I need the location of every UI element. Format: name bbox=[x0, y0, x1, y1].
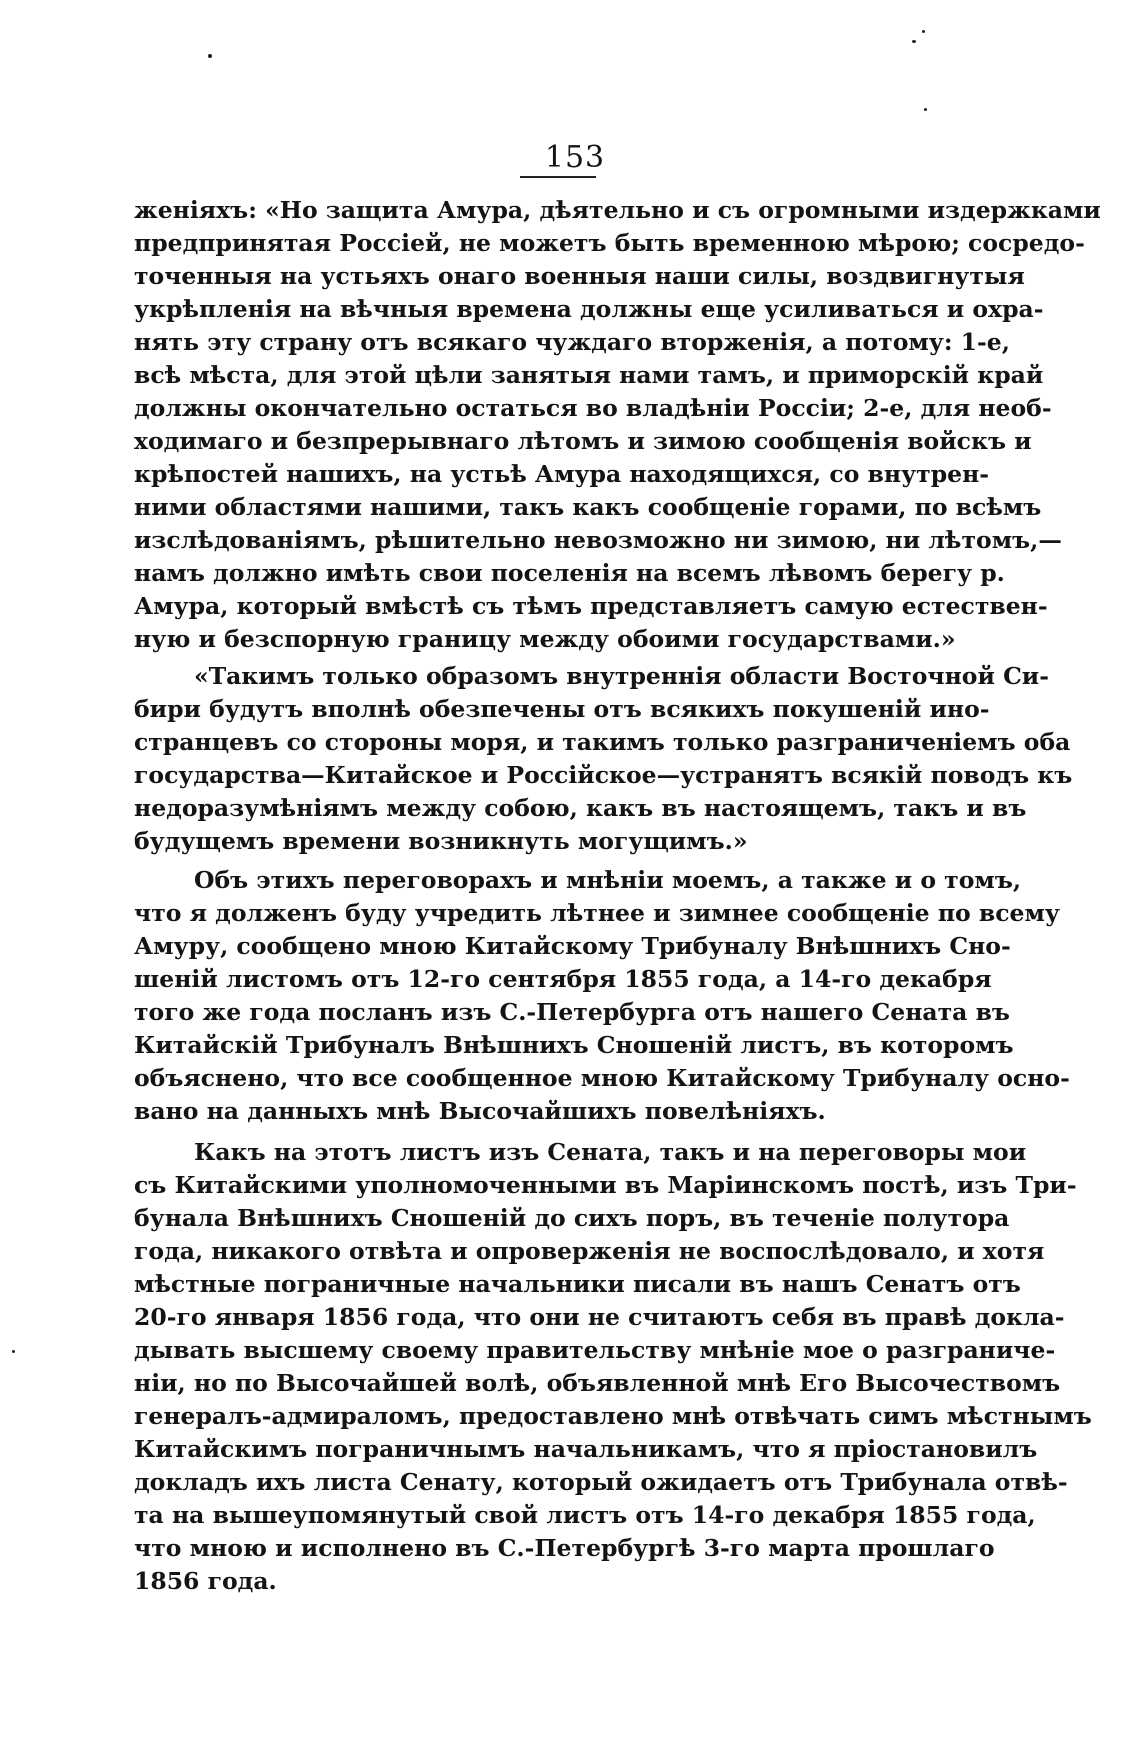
page-number: 153 bbox=[544, 140, 606, 175]
text-line: изслѣдованiямъ, рѣшительно невозможно ни зимою, ни лѣтомъ,— bbox=[134, 526, 1062, 554]
text-line: года, никакого отвѣта и опроверженiя не воспослѣдовало, и хотя bbox=[134, 1237, 1045, 1265]
text-line: что я долженъ буду учредить лѣтнее и зимнее сообщенiе по всему bbox=[134, 899, 1060, 927]
text-line: нять эту страну отъ всякаго чуждаго вторженiя, а потому: 1-е, bbox=[134, 328, 1010, 356]
text-line: дывать высшему своему правительству мнѣнiе мое о разграниче- bbox=[134, 1336, 1056, 1364]
text-line: бири будутъ вполнѣ обезпечены отъ всякихъ покушенiй ино- bbox=[134, 695, 990, 723]
text-line: крѣпостей нашихъ, на устьѣ Амура находящихся, со внутрен- bbox=[134, 460, 990, 488]
speck-left-margin bbox=[12, 1350, 15, 1353]
text-line: всѣ мѣста, для этой цѣли занятыя нами тамъ, и приморскiй край bbox=[134, 361, 1044, 389]
text-line: женiяхъ: «Но защита Амура, дѣятельно и съ огромными издержками bbox=[134, 196, 1101, 224]
text-line: ними областями нашими, такъ какъ сообщенiе горами, по всѣмъ bbox=[134, 493, 1042, 521]
body-text bbox=[134, 194, 1101, 1598]
text-line: генералъ-адмираломъ, предоставлено мнѣ отвѣчать симъ мѣстнымъ bbox=[134, 1402, 1092, 1430]
text-line: 20-го января 1856 года, что они не считаютъ себя въ правѣ доклa- bbox=[134, 1303, 1065, 1331]
text-line: предпринятая Россiей, не можетъ быть временною мѣрою; сосредо- bbox=[134, 229, 1085, 257]
text-line: Какъ на этотъ листъ изъ Сената, такъ и на переговоры мои bbox=[194, 1138, 1027, 1166]
text-line: Китайскимъ пограничнымъ начальникамъ, что я прiостановилъ bbox=[134, 1435, 1038, 1463]
text-line: странцевъ со стороны моря, и такимъ только разграниченiемъ оба bbox=[134, 728, 1071, 756]
text-line: объяснено, что все сообщенное мною Китайскому Трибуналу осно- bbox=[134, 1064, 1070, 1092]
text-line: Объ этихъ переговорахъ и мнѣнiи моемъ, а также и о томъ, bbox=[194, 866, 1022, 894]
page-number-rule bbox=[520, 176, 596, 178]
text-line: государства—Китайское и Россiйское—устранятъ всякiй поводъ къ bbox=[134, 761, 1073, 789]
text-line: та на вышеупомянутый свой листъ отъ 14-го декабря 1855 года, bbox=[134, 1501, 1036, 1529]
text-line: «Такимъ только образомъ внутреннiя области Восточной Си- bbox=[194, 662, 1049, 690]
text-line: ную и безспорную границу между обоими государствами.» bbox=[134, 625, 956, 653]
text-line: будущемъ времени возникнуть могущимъ.» bbox=[134, 827, 748, 855]
speck-top-right bbox=[912, 40, 916, 43]
text-line: ходимаго и безпрерывнаго лѣтомъ и зимою сообщенiя войскъ и bbox=[134, 427, 1032, 455]
speck-top-right-2 bbox=[922, 30, 925, 33]
text-line: что мною и исполнено въ С.-Петербургѣ 3-го марта прошлаго bbox=[134, 1534, 995, 1562]
text-line: съ Китайскими уполномоченными въ Марiинскомъ постѣ, изъ Три- bbox=[134, 1171, 1077, 1199]
text-line: бунала Внѣшнихъ Сношенiй до сихъ поръ, въ теченiе полутора bbox=[134, 1204, 1010, 1232]
text-line: шенiй листомъ отъ 12-го сентября 1855 года, а 14-го декабря bbox=[134, 965, 992, 993]
text-line: Амуру, сообщено мною Китайскому Трибуналу Внѣшнихъ Сно- bbox=[134, 932, 1011, 960]
text-line: того же года посланъ изъ С.-Петербурга отъ нашего Сената въ bbox=[134, 998, 1010, 1026]
text-line: должны окончательно остаться во владѣнiи Россiи; 2-е, для необ- bbox=[134, 394, 1052, 422]
text-line: вано на данныхъ мнѣ Высочайшихъ повелѣнiяхъ. bbox=[134, 1097, 826, 1125]
text-line: Китайскiй Трибуналъ Внѣшнихъ Сношенiй листъ, въ которомъ bbox=[134, 1031, 1014, 1059]
text-line: докладъ ихъ листа Сенату, который ожидаетъ отъ Трибунала отвѣ- bbox=[134, 1468, 1068, 1496]
text-line: нiи, но по Высочайшей волѣ, объявленной мнѣ Его Высочествомъ bbox=[134, 1369, 1061, 1397]
speck-right-1 bbox=[924, 108, 927, 111]
text-line: 1856 года. bbox=[134, 1567, 277, 1595]
speck-top-left bbox=[208, 54, 212, 58]
text-line: Амура, который вмѣстѣ съ тѣмъ представляетъ самую естествен- bbox=[134, 592, 1048, 620]
text-line: укрѣпленiя на вѣчныя времена должны еще усиливаться и охра- bbox=[134, 295, 1044, 323]
text-line: недоразумѣнiямъ между собою, какъ въ настоящемъ, такъ и въ bbox=[134, 794, 1027, 822]
text-line: намъ должно имѣть свои поселенiя на всемъ лѣвомъ берегу р. bbox=[134, 559, 1005, 587]
text-line: мѣстные пограничные начальники писали въ нашъ Сенатъ отъ bbox=[134, 1270, 1021, 1298]
text-line: точенныя на устьяхъ онаго военныя наши силы, воздвигнутыя bbox=[134, 262, 1025, 290]
